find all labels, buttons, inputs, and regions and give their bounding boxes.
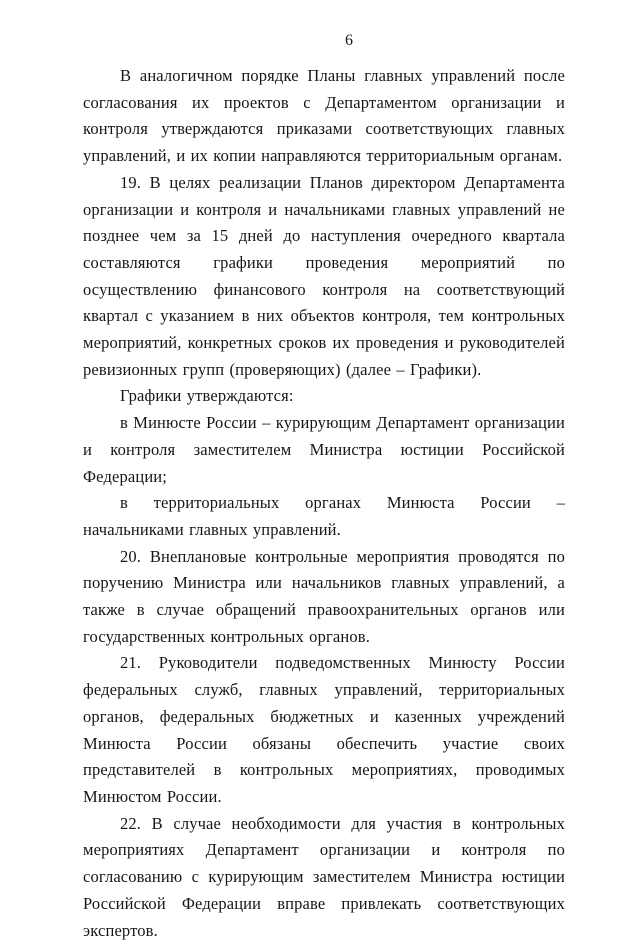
paragraph: 21. Руководители подведомственных Минюсту России федеральных служб, главных управлений, территориальных органов, федеральных бюджетных и казенных учреждений Минюста России обязаны обеспечить участие своих представителей в контрольных мероприятиях, проводимых Минюстом России. bbox=[83, 653, 565, 806]
paragraph: Графики утверждаются: bbox=[120, 386, 294, 406]
paragraph: в Минюсте России – курирующим Департамент организации и контроля заместителем Министра юстиции Российской Федерации; bbox=[83, 413, 565, 486]
page-number: 6 bbox=[345, 32, 353, 49]
paragraph: в территориальных органах Минюста России – начальниками главных управлений. bbox=[83, 493, 565, 539]
paragraph: 19. В целях реализации Планов директором Департамента организации и контроля и начальниками главных управлений не позднее чем за 15 дней до наступления очередного квартала составляются графики проведения мероприятий по осуществлению финансового контроля на соответствующий квартал с указанием в них объектов контроля, тем контрольных мероприятий, конкретных сроков их проведения и руководителей ревизионных групп (проверяющих) (далее – Графики). bbox=[83, 172, 565, 379]
paragraph: 20. Внеплановые контрольные мероприятия проводятся по поручению Министра или начальников главных управлений, а также в случае обращений правоохранительных органов или государственных контрольных органов. bbox=[83, 546, 565, 646]
paragraph: 22. В случае необходимости для участия в контрольных мероприятиях Департамент организации и контроля по согласованию с курирующим заместителем Министра юстиции Российской Федерации вправе привлекать соответствующих экспертов. bbox=[83, 813, 565, 940]
paragraph: В аналогичном порядке Планы главных управлений после согласования их проектов с Департаментом организации и контроля утверждаются приказами соответствующих главных управлений, и их копии направляются территориальным органам. bbox=[83, 66, 565, 166]
